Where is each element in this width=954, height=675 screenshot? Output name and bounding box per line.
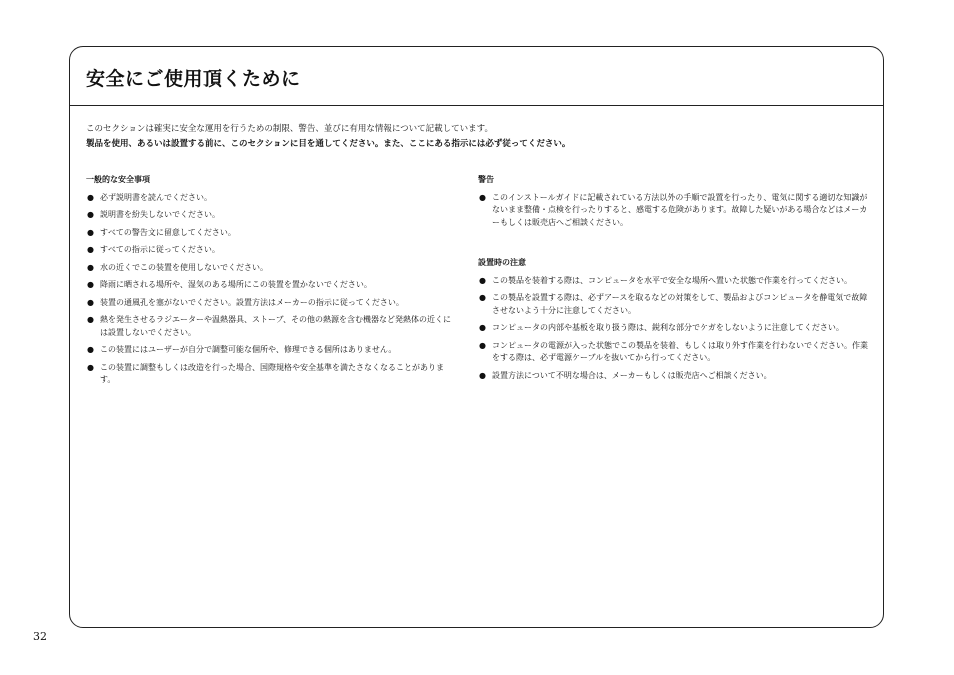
list-item [86,279,458,292]
list-item [86,227,458,240]
bullet-icon: ● [87,345,94,354]
title-divider [70,105,883,106]
bullet-icon: ● [479,370,486,380]
list-item [86,244,458,257]
list-item-text: 装置の通風孔を塞がないでください。設置方法はメーカーの指示に従ってください。 [100,297,404,307]
bullet-icon: ● [87,297,94,307]
list-item [86,314,458,339]
list-item-text: 説明書を紛失しないでください。 [100,210,220,219]
page-title: 安全にご使用頂くために [86,68,301,90]
warning-list [478,192,874,230]
bullet-icon: ● [479,340,486,350]
general-safety-list [86,192,458,387]
list-item [86,362,458,387]
general-safety-heading: 一般的な安全事項 [86,175,150,184]
bullet-icon: ● [87,262,94,272]
intro-text [86,122,570,152]
installation-heading: 設置時の注意 [478,258,526,267]
list-item-text: すべての警告文に留意してください。 [100,227,236,237]
list-item-text: この製品を設置する際は、必ずアースを取るなどの対策をして、製品およびコンピュータを静電気で故障させないよう十分に注意してください。 [492,293,868,315]
list-item-text: コンピュータの内部や基板を取り扱う際は、鋭利な部分でケガをしないように注意してください。 [492,323,844,332]
list-item-text: この装置に調整もしくは改造を行った場合、国際規格や安全基準を満たさなくなることがあります。 [100,362,444,384]
bullet-icon: ● [479,275,486,285]
intro-line-1: このセクションは確実に安全な運用を行うための制限、警告、並びに有用な情報について記載しています。 [86,124,493,134]
list-item [478,275,874,288]
list-item [478,322,874,335]
bullet-icon: ● [87,362,94,372]
list-item-text: この製品を装着する際は、コンピュータを水平で安全な場所へ置いた状態で作業を行ってください。 [492,275,852,285]
page-number: 32 [33,630,47,643]
warning-heading: 警告 [478,175,494,184]
bullet-icon: ● [87,245,94,254]
list-item [478,370,874,383]
content-frame [69,46,884,628]
list-item-text: この装置にはユーザーが自分で調整可能な個所や、修理できる個所はありません。 [100,345,397,354]
bullet-icon: ● [87,210,94,219]
list-item-text: 設置方法について不明な場合は、メーカーもしくは販売店へご相談ください。 [492,370,772,380]
list-item [478,192,874,230]
list-item [86,192,458,205]
list-item-text: 降雨に晒される場所や、湿気のある場所にこの装置を置かないでください。 [100,280,372,289]
intro-line-2: 製品を使用、あるいは設置する前に、このセクションに目を通してください。また、ここにある指示には必ず従ってください。 [86,139,571,149]
bullet-icon: ● [87,192,94,202]
list-item [478,340,874,365]
installation-list [478,275,874,383]
list-item-text: 水の近くでこの装置を使用しないでください。 [100,262,268,272]
list-item [86,262,458,275]
list-item [86,297,458,310]
list-item-text: すべての指示に従ってください。 [100,245,220,254]
list-item-text: コンピュータの電源が入った状態でこの製品を装着、もしくは取り外す作業を行わないでください。作業をする際は、必ず電源ケーブルを抜いてから行ってください。 [492,340,868,362]
list-item-text: 必ず説明書を読んでください。 [100,192,212,202]
list-item [478,292,874,317]
bullet-icon: ● [87,227,94,237]
right-column [478,174,874,387]
bullet-icon: ● [479,192,486,202]
list-item-text: 熱を発生させるラジエーターや温熱器具、ストーブ、その他の熱源を含む機器など発熱体の近くには設置しないでください。 [100,315,451,337]
left-column [86,174,458,392]
list-item [86,209,458,222]
bullet-icon: ● [87,315,94,324]
bullet-icon: ● [479,323,486,332]
list-item-text: このインストールガイドに記載されている方法以外の手順で設置を行ったり、電気に関する適切な知識がないまま整備・点検を行ったりすると、感電する危険があります。故障した疑いがある場合などはメーカーもしくは販売店へご相談ください。 [492,192,868,227]
list-item [86,344,458,357]
bullet-icon: ● [479,293,486,302]
bullet-icon: ● [87,280,94,289]
